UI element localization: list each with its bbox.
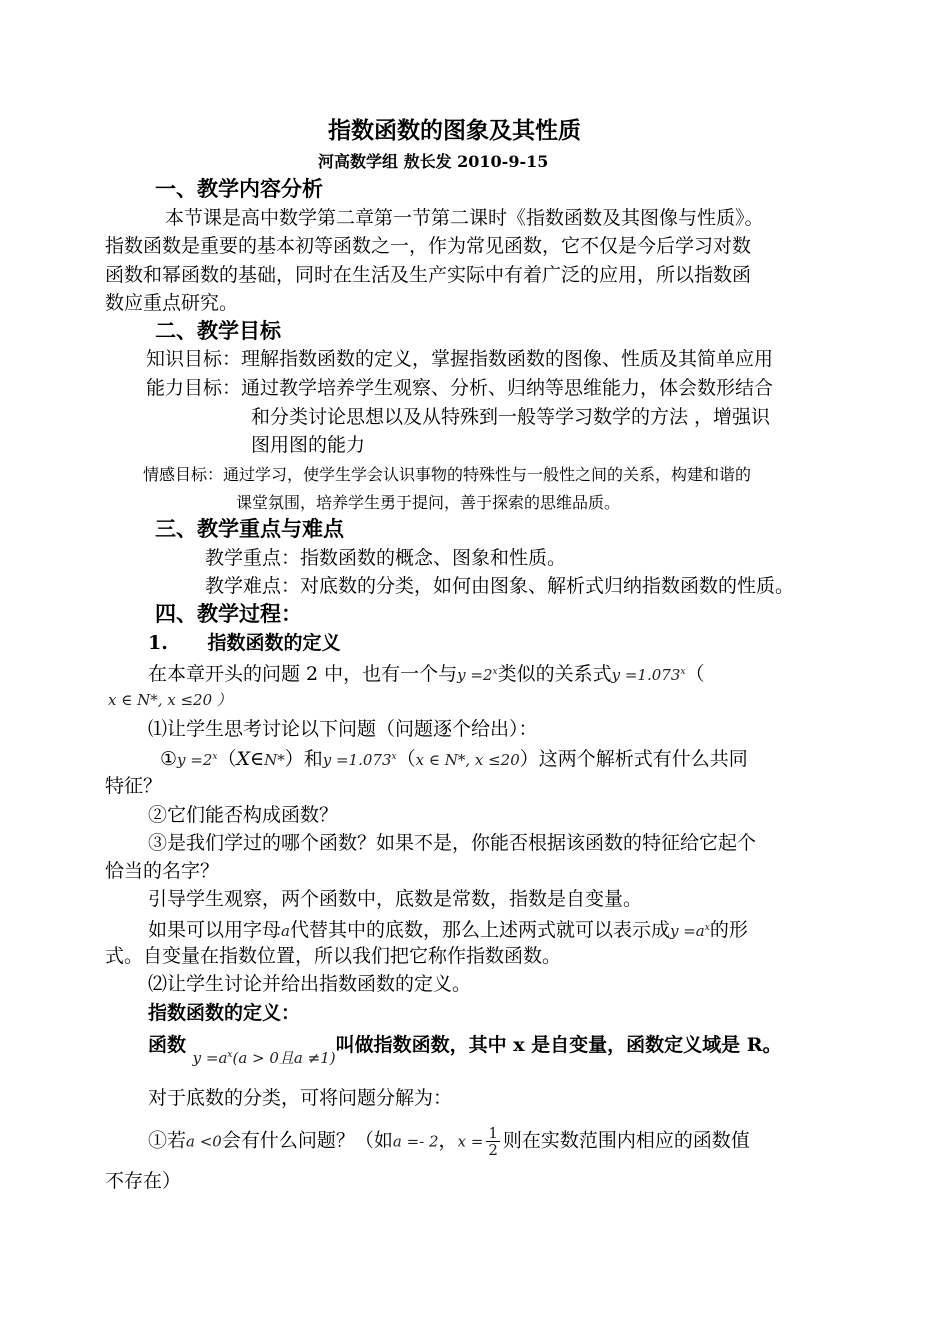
math-formula: x = (457, 1132, 484, 1151)
text-run: X∈ (236, 748, 265, 770)
math-formula (612, 666, 686, 684)
byline: 河高数学组 敖长发 2010-9-15 (318, 152, 549, 171)
math-formula: x ∈ N*, x ≤20 ） (108, 691, 232, 709)
definition-line (148, 1030, 782, 1067)
math-formula (193, 1049, 336, 1067)
text-run: ）和 (284, 748, 323, 770)
paragraph-line (148, 915, 748, 944)
paragraph-line: 指数函数是重要的基本初等函数之一，作为常见函数，它不仅是今后学习对数 (105, 235, 752, 257)
definition-title: 指数函数的定义： (148, 1002, 301, 1024)
paragraph-line (148, 659, 704, 688)
fraction-denominator: 2 (488, 1141, 498, 1159)
text-run: （ (685, 663, 705, 685)
math-run: y =1.073 (611, 666, 681, 684)
math-formula: x ∈ N*, x ≤20 (415, 751, 520, 769)
text-run: 在本章开头的问题 2 中，也有一个与 (148, 663, 458, 685)
section-heading-teaching-process: 四、教学过程： (155, 601, 302, 626)
paragraph-line: 本节课是高中数学第二章第一节第二课时《指数函数及其图像与性质》。 (165, 207, 764, 229)
paragraph-line (148, 1125, 750, 1158)
math-formula: a =- 2 (392, 1132, 439, 1151)
text-run: ， (438, 1129, 458, 1152)
text-run: 的形 (709, 919, 748, 941)
text-run: ）这两个解析式有什么共同 (519, 748, 748, 770)
paragraph-line: 对于底数的分类，可将问题分解为： (148, 1087, 453, 1109)
text-run: 如果可以用字母 (148, 919, 282, 941)
math-run: y =2 (457, 666, 493, 684)
paragraph-line: 引导学生观察，两个函数中，底数是常数，指数是自变量。 (148, 888, 643, 910)
math-superscript: x (680, 667, 686, 677)
ability-goal-line: 图用图的能力 (251, 434, 366, 456)
math-run: y =a (192, 1049, 228, 1067)
ability-goal-line: 和分类讨论思想以及从特殊到一般等学习数学的方法 ，增强识 (251, 406, 771, 428)
math-run: (a > 0且a ≠1) (232, 1049, 336, 1067)
key-point: 教学重点：指数函数的概念、图象和性质。 (205, 547, 567, 569)
emotion-goal-line: 情感目标：通过学习，使学生学会认识事物的特殊性与一般性之间的关系，构建和谐的 (143, 465, 752, 484)
math-run: y =2 (177, 751, 213, 769)
knowledge-goal: 知识目标：理解指数函数的定义，掌握指数函数的图像、性质及其简单应用 (146, 348, 774, 370)
paragraph-line: ②它们能否构成函数？ (148, 804, 339, 826)
fraction (486, 1125, 500, 1158)
math-formula: N* (264, 751, 285, 769)
math-superscript: x (704, 923, 710, 933)
paragraph-line: ⑴让学生思考讨论以下问题（问题逐个给出）： (148, 718, 538, 740)
math-superscript: x (212, 752, 218, 762)
paragraph-line: 不存在） (105, 1170, 182, 1192)
math-formula (670, 922, 710, 940)
paragraph-line: 特征？ (105, 775, 163, 797)
emotion-goal-line: 课堂氛围，培养学生勇于提问，善于探索的思维品质。 (236, 493, 621, 512)
text-run: （ (217, 748, 237, 770)
math-superscript: x (227, 1050, 233, 1060)
text-run: 叫做指数函数，其中 x 是自变量，函数定义域是 R。 (335, 1034, 782, 1056)
math-formula: a <0 (186, 1132, 222, 1151)
text-run: 则在实数范围内相应的函数值 (502, 1129, 750, 1152)
section-heading-key-points: 三、教学重点与难点 (155, 516, 344, 541)
text-run: ①若 (148, 1129, 187, 1152)
subsection-heading: 1. 指数函数的定义 (148, 632, 341, 654)
text-run: （ (396, 748, 416, 770)
math-superscript: x (391, 752, 397, 762)
paragraph-line: ⑵让学生讨论并给出指数函数的定义。 (148, 973, 472, 995)
math-superscript: x (492, 667, 498, 677)
math-formula (177, 751, 217, 769)
section-heading-content-analysis: 一、教学内容分析 (155, 176, 323, 201)
paragraph-line: 数应重点研究。 (105, 292, 239, 314)
text-run: 代替其中的底数，那么上述两式就可以表示成 (289, 919, 670, 941)
ability-goal-line: 能力目标：通过教学培养学生观察、分析、归纳等思维能力，体会数形结合 (146, 377, 774, 399)
math-run: y =1.073 (322, 751, 392, 769)
math-run: y =a (669, 922, 705, 940)
math-formula (457, 666, 497, 684)
section-heading-teaching-goals: 二、教学目标 (155, 318, 281, 343)
math-formula: a (281, 922, 290, 940)
text-run: ① (160, 748, 178, 770)
fraction-numerator: 1 (488, 1124, 498, 1142)
paragraph-line: 恰当的名字？ (105, 860, 220, 882)
paragraph-line: 式。自变量在指数位置，所以我们把它称作指数函数。 (105, 945, 562, 967)
difficulty-point: 教学难点：对底数的分类，如何由图象、解析式归纳指数函数的性质。 (205, 575, 795, 597)
text-run: 会有什么问题？（如 (221, 1129, 393, 1152)
math-formula (323, 751, 397, 769)
text-run: 函数 (148, 1034, 187, 1056)
text-run: 类似的关系式 (497, 663, 612, 685)
paragraph-line: ③是我们学过的哪个函数？如果不是，你能否根据该函数的特征给它起个 (148, 832, 757, 854)
paragraph-line: 函数和幂函数的基础，同时在生活及生产实际中有着广泛的应用，所以指数函 (105, 264, 752, 286)
document-title: 指数函数的图象及其性质 (328, 117, 581, 144)
paragraph-line (160, 744, 748, 773)
